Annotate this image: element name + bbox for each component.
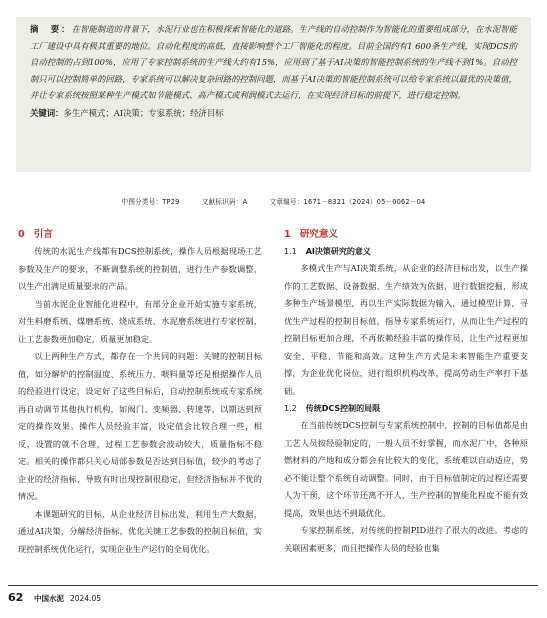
abstract-text: 在智能制造的背景下，水泥行业也在积极探索智能化的道路。生产线的自动控制作为智能化的重要组成部分，在水泥智能工厂建设中具有极其重要的地位。自动化程度的高低，直接影响整个工厂智能化的程度。目前全国约有1 600条生产线，实现DCS的自动控制的占到100%，应用了专家控制系统的生产线大约有15%，应用到了基于AI决策的智能控制系统的生产线不到1%。自动控制只可以控制简单的回路，专家系统可以解决复杂回路的控制问题，而基于AI决策的智能控制系统可以给专家系统以最优的决策值，并让专家系统按照某种生产模式如节能模式、高产模式或利润模式去运行，在实现经济目标的前提下，进行稳定控制。 (30, 24, 518, 101)
journal-name (34, 593, 101, 604)
paragraph: 传统的水泥生产线都有DCS控制系统，操作人员根据现场工艺参数及生产的要求，不断调整系统的控制值，进行生产参数调整，以生产出满足质量要求的产品。 (18, 246, 262, 291)
subsection-title: AI决策研究的意义 (305, 247, 371, 256)
section-title: 研究意义 (299, 229, 339, 240)
clc-number: 中图分类号：TP29 (121, 198, 180, 206)
paragraph: 多模式生产与AI决策系统，从企业的经济目标出发，以生产操作的工艺数据、设备数据、生产绩效为依据，进行数据挖掘，形成多种生产场景模型，再以生产实际数据为输入，通过模型计算，寻优生产过程的控制目标值，指导专家系统运行，从而让生产过程的控制目标更加合理，不再依赖经验丰富的操作员，让生产过程更加安全、平稳、节能和高效。这种生产方式是未来智能生产重要支撑，为企业优化岗位，进行组织机构改革，提高劳动生产率打下基础。 (284, 263, 528, 396)
paragraph: 在当前传统DCS控制与专家系统控制中，控制的目标值都是由工艺人员按经验制定的，一般人员不好掌握，而水泥厂中，各种原燃材料的产地和成分都会有比较大的变化，系统难以自动适应，势必不能让整个系统自动调整。同时，由于目标值制定的过程还需要人为干预，这个环节还离不开人，生产控制的智能化程度不能有效提高，效果也达不到最优化。 (284, 420, 528, 518)
section-heading-significance (284, 226, 528, 243)
document-code: 文献标识码：A (201, 198, 248, 206)
keywords-text: 多生产模式；AI决策；专家系统；经济目标 (63, 107, 224, 118)
section-number: 1 (284, 229, 291, 240)
subsection-heading-dcs-limits (284, 400, 528, 417)
subsection-number: 1.1 (284, 247, 297, 256)
abstract-box (16, 17, 531, 172)
right-column (284, 226, 528, 557)
page-number: 62 (8, 591, 24, 604)
page-footer (0, 585, 547, 609)
article-meta (0, 196, 547, 206)
subsection-title: 传统DCS控制的局限 (305, 404, 381, 413)
subsection-heading-ai-decision (284, 243, 528, 260)
abstract-paragraph (30, 21, 517, 104)
left-column (18, 226, 262, 558)
abstract-label: 摘 要： (30, 24, 72, 34)
section-title: 引言 (33, 229, 53, 240)
keywords-line (30, 105, 517, 122)
article-number: 文章编号：1671－8321（2024）05－0062－04 (269, 198, 426, 206)
paragraph: 专家控制系统，对传统的控制PID进行了很大的改进。考虑的关联因素更多，而且把操作人员的经验也集 (284, 525, 528, 553)
paragraph: 本课题研究的目标，从企业经济目标出发，利用生产大数据，通过AI决策，分解经济指标，优化关键工艺参数的控制目标值，实现控制系统优化运行，实现企业生产运行的全局优化。 (18, 508, 262, 554)
footer-rule (8, 585, 538, 586)
keywords-label: 关键词： (30, 107, 64, 118)
journal-title: 中国水泥 (34, 594, 64, 603)
section-number: 0 (18, 229, 25, 240)
section-heading-introduction (18, 226, 262, 243)
issue-date: 2024.05 (70, 594, 102, 603)
subsection-number: 1.2 (284, 404, 297, 413)
paragraph: 当前水泥企业智能化进程中，有部分企业开始实施专家系统，对生料磨系统、煤磨系统、烧成系统、水泥磨系统进行专家控制，让工艺参数更加稳定，质量更加稳定。 (18, 298, 262, 344)
paragraph: 以上两种生产方式，都存在一个共同的问题：关键的控制目标值，如分解炉的控制温度、系统压力、喂料量等还是根据操作人员的经验进行设定，设定好了这些目标后，自动控制系统或专家系统再自动调节其他执行机构，如阀门、变频器、转速等，以期达到预定的操作效果。操作人员经验丰富，设定值会比较合理一些，相反，设置的就不合理，过程工艺参数会波动较大，质量指标不稳定。相关的操作都只关心局部参数是否达到目标值，较少的考虑了企业的经济指标，导致有时出现控制很稳定，但经济指标并不优的情况。 (18, 351, 262, 501)
